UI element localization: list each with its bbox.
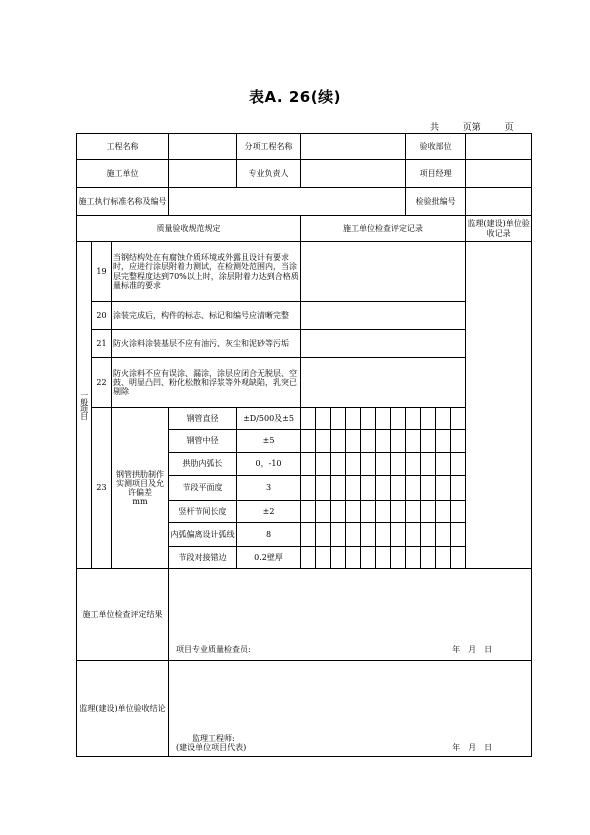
record-cell[interactable] [406, 408, 421, 430]
record-cell[interactable] [301, 523, 316, 547]
record-cell[interactable] [421, 476, 436, 501]
record-cell[interactable] [406, 476, 421, 501]
record-cell[interactable] [421, 547, 436, 569]
page-number-label: 页第 [462, 123, 481, 133]
professional-leader-value[interactable] [301, 160, 406, 188]
measure-name: 内弧偏离设计弧线 [169, 523, 237, 547]
construction-rep-label: (建设单位项目代表) [176, 742, 247, 752]
sub-project-name-value[interactable] [301, 134, 406, 160]
record-cell[interactable] [376, 453, 391, 476]
construction-unit-value[interactable] [169, 160, 237, 188]
record-cell[interactable] [301, 453, 316, 476]
record-cell[interactable] [421, 501, 436, 523]
batch-number-label: 检验批编号 [406, 188, 466, 216]
record-cell[interactable] [361, 408, 376, 430]
record-cell[interactable] [421, 430, 436, 453]
record-cell[interactable] [331, 523, 346, 547]
record-cell[interactable] [391, 501, 406, 523]
page-info [430, 120, 514, 133]
record-cell[interactable] [436, 476, 451, 501]
record-cell[interactable] [376, 430, 391, 453]
record-cell[interactable] [421, 408, 436, 430]
supervision-conclusion-label: 监理(建设)单位验收结论 [77, 661, 169, 757]
measure-tolerance: ±2 [237, 501, 301, 523]
record-cell[interactable] [406, 523, 421, 547]
supervision-date: 年 月 日 [452, 742, 493, 752]
record-cell[interactable] [331, 476, 346, 501]
record-cell[interactable] [436, 453, 451, 476]
supervision-conclusion-cell[interactable] [169, 661, 532, 757]
record-cell[interactable] [451, 547, 466, 569]
record-cell[interactable] [301, 430, 316, 453]
item-record[interactable] [301, 302, 466, 330]
record-cell[interactable] [436, 523, 451, 547]
record-cell[interactable] [316, 453, 331, 476]
quality-inspector-label: 项目专业质量检查员: [176, 644, 251, 654]
general-items-label: 一般项目 [77, 242, 92, 569]
record-cell[interactable] [391, 408, 406, 430]
measure-tolerance: ±5 [237, 430, 301, 453]
record-cell[interactable] [451, 453, 466, 476]
record-cell[interactable] [376, 476, 391, 501]
record-cell[interactable] [316, 501, 331, 523]
page-end-label: 页 [504, 123, 514, 133]
record-cell[interactable] [436, 408, 451, 430]
project-name-label: 工程名称 [77, 134, 169, 160]
standard-name-value[interactable] [169, 188, 406, 216]
measure-name: 钢管直径 [169, 408, 237, 430]
record-cell[interactable] [331, 430, 346, 453]
record-cell[interactable] [376, 408, 391, 430]
measure-name: 节段平面度 [169, 476, 237, 501]
record-cell[interactable] [391, 476, 406, 501]
record-cell[interactable] [331, 408, 346, 430]
record-cell[interactable] [346, 430, 361, 453]
professional-leader-label: 专业负责人 [237, 160, 301, 188]
measure-tolerance: 8 [237, 523, 301, 547]
record-cell[interactable] [361, 501, 376, 523]
measure-name: 钢管中径 [169, 430, 237, 453]
record-cell[interactable] [346, 523, 361, 547]
inspection-part-value[interactable] [466, 134, 532, 160]
sub-project-name-label: 分项工程名称 [237, 134, 301, 160]
item-number: 23 [92, 408, 112, 569]
item-record[interactable] [301, 330, 466, 358]
record-cell[interactable] [451, 523, 466, 547]
measure-tolerance: 0.2壁厚 [237, 547, 301, 569]
item-record[interactable] [301, 358, 466, 408]
item-number: 20 [92, 302, 112, 330]
supervision-record-cell[interactable] [466, 242, 532, 569]
item23-label: 钢管拱肋制作实测项目及允许偏差 [116, 469, 165, 497]
record-cell[interactable] [391, 523, 406, 547]
record-cell[interactable] [331, 501, 346, 523]
item-number: 22 [92, 358, 112, 408]
record-cell[interactable] [316, 523, 331, 547]
record-cell[interactable] [451, 476, 466, 501]
item-number: 19 [92, 242, 112, 302]
measure-tolerance: ±D/500及±5 [237, 408, 301, 430]
item23-label-cell [112, 408, 169, 569]
record-cell[interactable] [301, 547, 316, 569]
item23-unit: mm [132, 497, 148, 507]
project-manager-value[interactable] [466, 160, 532, 188]
record-cell[interactable] [406, 430, 421, 453]
construction-result-cell[interactable] [169, 569, 532, 661]
record-cell[interactable] [331, 453, 346, 476]
batch-number-value[interactable] [466, 188, 532, 216]
record-cell[interactable] [301, 408, 316, 430]
measure-tolerance: 0，-10 [237, 453, 301, 476]
record-cell[interactable] [391, 453, 406, 476]
record-cell[interactable] [451, 408, 466, 430]
record-cell[interactable] [301, 476, 316, 501]
measure-name: 节段对接错边 [169, 547, 237, 569]
record-cell[interactable] [436, 547, 451, 569]
measure-name: 竖杆节间长度 [169, 501, 237, 523]
record-cell[interactable] [361, 430, 376, 453]
record-cell[interactable] [346, 501, 361, 523]
construction-unit-label: 施工单位 [77, 160, 169, 188]
standard-name-label: 施工执行标准名称及编号 [77, 188, 169, 216]
spec-column-header: 质量验收规范规定 [77, 216, 301, 242]
record-cell[interactable] [421, 453, 436, 476]
record-cell[interactable] [376, 501, 391, 523]
record-cell[interactable] [361, 547, 376, 569]
record-cell[interactable] [376, 523, 391, 547]
record-cell[interactable] [316, 430, 331, 453]
record-cell[interactable] [436, 501, 451, 523]
supervision-engineer-label: 监理工程师: [192, 733, 235, 743]
record-cell[interactable] [346, 476, 361, 501]
record-cell[interactable] [421, 523, 436, 547]
record-cell[interactable] [361, 476, 376, 501]
item-text: 防火涂料不应有误涂、漏涂，涂层应闭合无脱层、空鼓、明显凸凹、粉化松散和浮浆等外观缺陷，乳突已剔除 [112, 358, 301, 408]
record-cell[interactable] [346, 408, 361, 430]
record-cell[interactable] [316, 547, 331, 569]
measure-tolerance: 3 [237, 476, 301, 501]
construction-record-header: 施工单位检查评定记录 [301, 216, 466, 242]
project-name-value[interactable] [169, 134, 237, 160]
record-cell[interactable] [316, 476, 331, 501]
item-record[interactable] [301, 242, 466, 302]
construction-result-date: 年 月 日 [452, 644, 493, 654]
item-text: 涂装完成后，构件的标志、标记和编号应清晰完整 [112, 302, 301, 330]
record-cell[interactable] [361, 453, 376, 476]
project-manager-label: 项目经理 [406, 160, 466, 188]
record-cell[interactable] [391, 547, 406, 569]
record-cell[interactable] [406, 501, 421, 523]
record-cell[interactable] [451, 430, 466, 453]
record-cell[interactable] [451, 501, 466, 523]
record-cell[interactable] [316, 408, 331, 430]
supervision-record-header: 监理(建设)单位验收记录 [466, 216, 532, 242]
record-cell[interactable] [346, 453, 361, 476]
record-cell[interactable] [346, 547, 361, 569]
inspection-table [76, 133, 532, 757]
record-cell[interactable] [391, 430, 406, 453]
inspection-part-label: 验收部位 [406, 134, 466, 160]
record-cell[interactable] [436, 430, 451, 453]
record-cell[interactable] [361, 523, 376, 547]
page-total-label: 共 [430, 123, 440, 133]
construction-result-label: 施工单位检查评定结果 [77, 569, 169, 661]
item-text: 当钢结构处在有腐蚀介质环境或外露且设计有要求时，应进行涂层附着力测试，在检测处范围内，当涂层完整程度达到70%以上时，涂层附着力达到合格质量标准的要求 [112, 242, 301, 302]
page-title: 表A. 26(续) [249, 88, 341, 106]
record-cell[interactable] [331, 547, 346, 569]
record-cell[interactable] [301, 501, 316, 523]
record-cell[interactable] [406, 453, 421, 476]
record-cell[interactable] [406, 547, 421, 569]
item-text: 防火涂料涂装基层不应有油污、灰尘和泥砂等污垢 [112, 330, 301, 358]
measure-name: 拱肋内弧长 [169, 453, 237, 476]
item-number: 21 [92, 330, 112, 358]
record-cell[interactable] [376, 547, 391, 569]
